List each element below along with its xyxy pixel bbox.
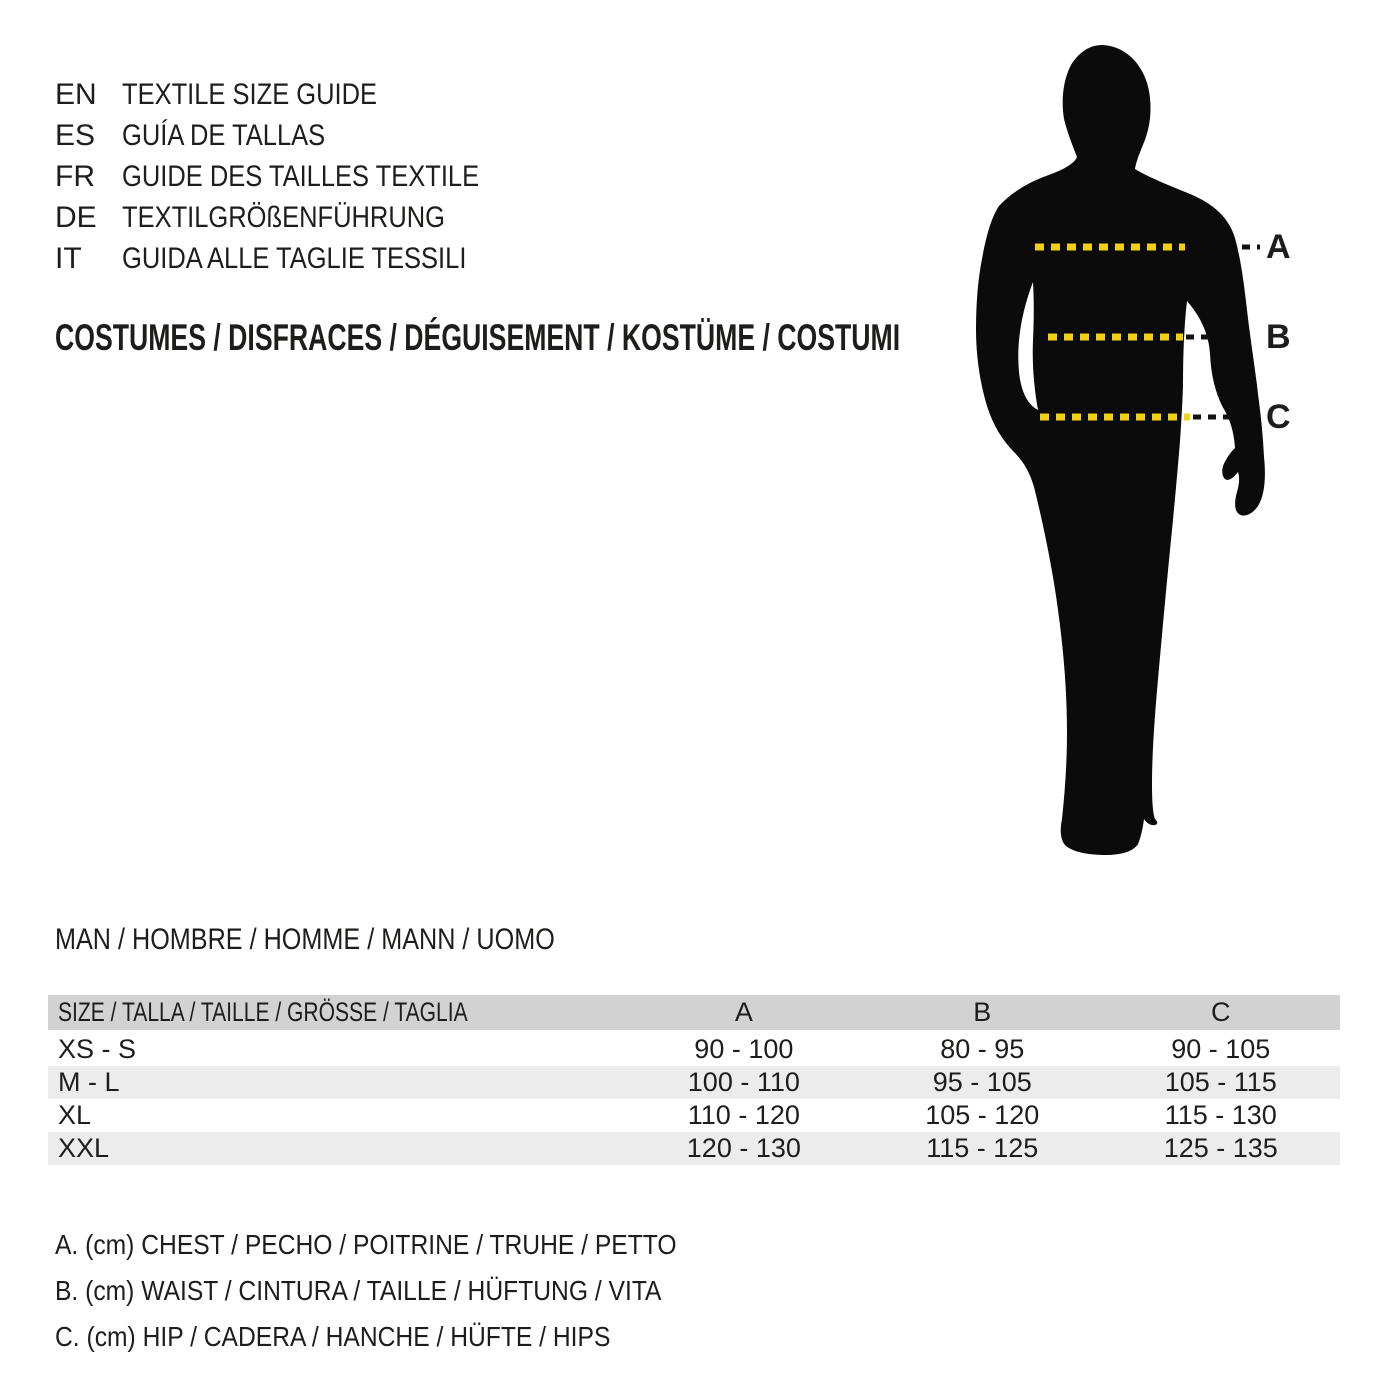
chest-cell: 120 - 130 <box>686 1133 801 1163</box>
language-code: EN <box>55 77 97 111</box>
language-title: GUIDA ALLE TAGLIE TESSILI <box>122 241 467 275</box>
hip-cell: 115 - 130 <box>1164 1100 1277 1130</box>
table-row-xs-s <box>48 1032 1340 1067</box>
size-cell: XXL <box>58 1133 110 1163</box>
language-code: IT <box>55 241 82 275</box>
category-title-text: COSTUMES / DISFRACES / DÉGUISEMENT / KOSTÜME / COSTUMI <box>55 317 901 358</box>
hip-cell: 105 - 115 <box>1164 1067 1277 1097</box>
section-title-man <box>55 919 650 961</box>
measure-label-a: A <box>1266 228 1291 266</box>
language-title: TEXTILGRÖßENFÜHRUNG <box>122 200 446 234</box>
size-cell: XL <box>58 1100 92 1130</box>
note-hip <box>55 1314 761 1360</box>
size-table <box>48 995 1340 1165</box>
language-row-fr <box>55 156 542 197</box>
table-row-m-l <box>48 1066 1340 1099</box>
size-table-header-size <box>48 995 625 1032</box>
note-hip-text: C. (cm) HIP / CADERA / HANCHE / HÜFTE / HIPS <box>55 1321 611 1352</box>
note-chest-text: A. (cm) CHEST / PECHO / POITRINE / TRUHE / PETTO <box>55 1229 677 1260</box>
language-row-it <box>55 238 542 279</box>
language-title: GUÍA DE TALLAS <box>122 118 326 152</box>
man-measurement-figure <box>950 20 1390 880</box>
note-chest <box>55 1222 761 1268</box>
language-title: GUIDE DES TAILLES TEXTILE <box>122 159 480 193</box>
measure-label-c: C <box>1266 398 1291 436</box>
hip-cell: 90 - 105 <box>1171 1034 1271 1064</box>
language-title: TEXTILE SIZE GUIDE <box>122 77 378 111</box>
chest-cell: 90 - 100 <box>694 1034 794 1064</box>
hip-cell: 125 - 135 <box>1163 1133 1278 1163</box>
chest-cell: 100 - 110 <box>687 1067 800 1097</box>
language-code: FR <box>55 159 95 193</box>
waist-cell: 95 - 105 <box>932 1067 1032 1097</box>
waist-cell: 105 - 120 <box>925 1100 1040 1130</box>
size-table-header-col-c: C <box>1102 995 1340 1032</box>
language-row-es <box>55 115 542 156</box>
size-cell: M - L <box>58 1067 120 1097</box>
size-table-header-col-a: A <box>625 995 863 1032</box>
language-row-en <box>55 74 542 115</box>
size-table-header-row <box>48 995 1340 1032</box>
waist-cell: 115 - 125 <box>926 1133 1039 1163</box>
table-row-xl <box>48 1099 1340 1132</box>
language-list <box>55 74 542 279</box>
waist-cell: 80 - 95 <box>940 1034 1025 1064</box>
section-title-text: MAN / HOMBRE / HOMME / MANN / UOMO <box>55 923 555 956</box>
table-row-xxl <box>48 1132 1340 1165</box>
language-code: DE <box>55 200 97 234</box>
size-table-header-size-text: SIZE / TALLA / TAILLE / GRÖSSE / TAGLIA <box>58 997 468 1027</box>
chest-cell: 110 - 120 <box>687 1100 800 1130</box>
size-cell: XS - S <box>58 1034 137 1064</box>
language-code: ES <box>55 118 96 152</box>
measure-label-b: B <box>1266 318 1291 356</box>
measurement-notes <box>55 1222 761 1360</box>
man-silhouette <box>976 45 1265 855</box>
note-waist <box>55 1268 761 1314</box>
language-row-de <box>55 197 542 238</box>
size-table-header-col-b: B <box>863 995 1101 1032</box>
note-waist-text: B. (cm) WAIST / CINTURA / TAILLE / HÜFTUNG / VITA <box>55 1275 662 1306</box>
